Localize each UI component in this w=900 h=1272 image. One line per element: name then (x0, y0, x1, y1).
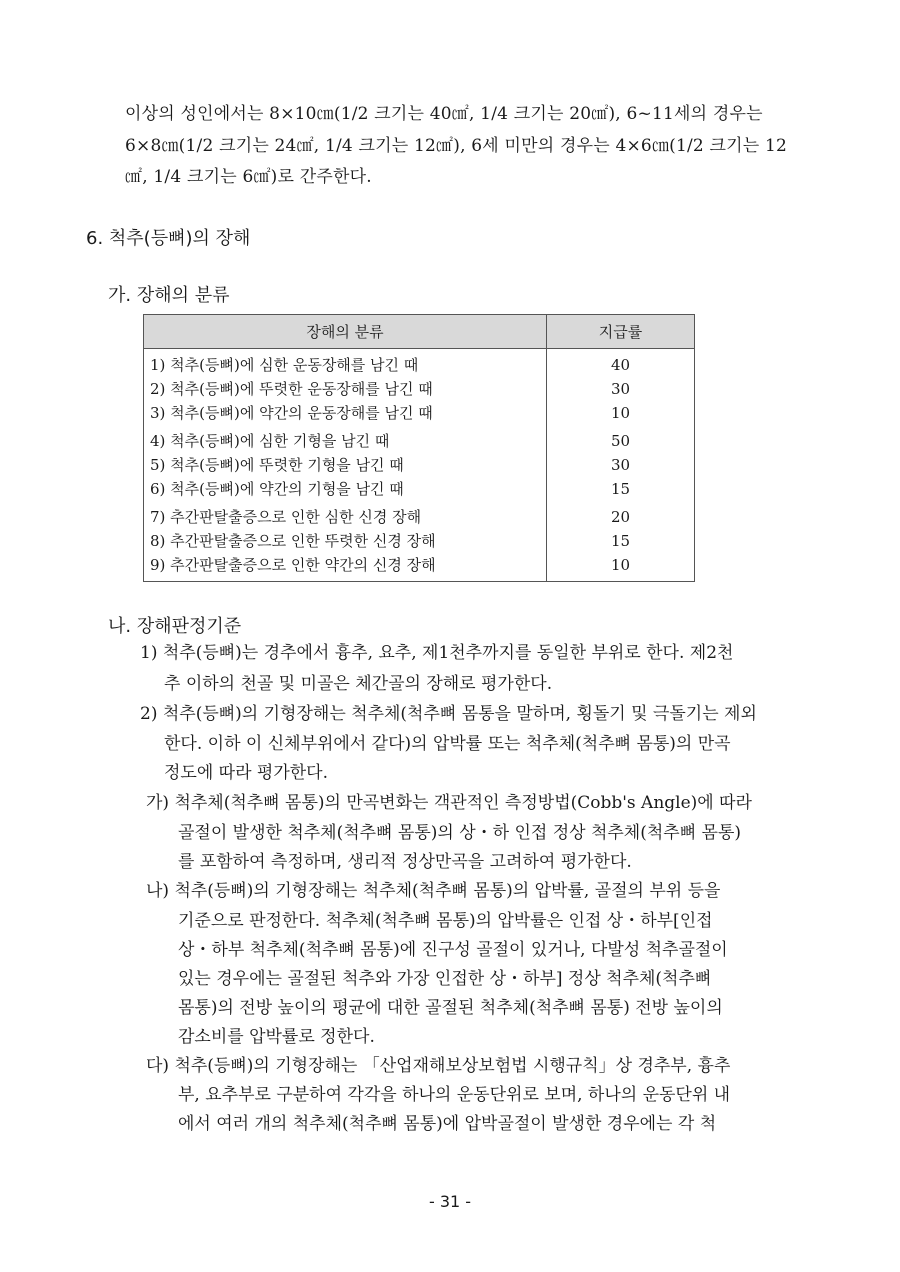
table-row-rate: 20 (610, 508, 631, 526)
table-row-name: 7) 추간판탈출증으로 인한 심한 신경 장해 (150, 508, 422, 526)
table-row-rate: 30 (610, 380, 631, 398)
criteria-line: 나) 척추(등뼈)의 기형장해는 척추체(척추뼈 몸통)의 압박률, 골절의 부위 등을 (146, 881, 721, 901)
criteria-line: 를 포함하여 측정하며, 생리적 정상만곡을 고려하여 평가한다. (178, 852, 632, 872)
table-row-name: 3) 척추(등뼈)에 약간의 운동장해를 남긴 때 (150, 404, 433, 422)
intro-line-1: 이상의 성인에서는 8×10㎝(1/2 크기는 40㎠, 1/4 크기는 20㎠), 6~11세의 경우는 (125, 104, 763, 124)
table-row-name: 8) 추간판탈출증으로 인한 뚜렷한 신경 장해 (150, 532, 436, 550)
table-group-3 (144, 501, 695, 582)
intro-line-3: ㎠, 1/4 크기는 6㎠)로 간주한다. (125, 167, 372, 187)
criteria-line: 골절이 발생한 척추체(척추뼈 몸통)의 상・하 인접 정상 척추체(척추뼈 몸통) (178, 823, 741, 843)
table-row-rate: 30 (610, 456, 631, 474)
criteria-line: 한다. 이하 이 신체부위에서 같다)의 압박률 또는 척추체(척추뼈 몸통)의 만곡 (164, 734, 731, 754)
subsection-b-title: 나. 장해판정기준 (108, 616, 242, 637)
subsection-a-title: 가. 장해의 분류 (108, 285, 230, 306)
table-row-name: 1) 척추(등뼈)에 심한 운동장해를 남긴 때 (150, 356, 419, 374)
criteria-line: 가) 척추체(척추뼈 몸통)의 만곡변화는 객관적인 측정방법(Cobb's Angle)에 따라 (146, 793, 752, 813)
table-row-rate: 50 (610, 432, 631, 450)
table-row-name: 4) 척추(등뼈)에 심한 기형을 남긴 때 (150, 432, 390, 450)
criteria-line: 1) 척추(등뼈)는 경추에서 흉추, 요추, 제1천추까지를 동일한 부위로 한다. 제2천 (140, 643, 734, 663)
table-row-rate: 15 (610, 480, 631, 498)
criteria-line: 있는 경우에는 골절된 척추와 가장 인접한 상・하부] 정상 척추체(척추뼈 (178, 969, 712, 989)
criteria-line: 부, 요추부로 구분하여 각각을 하나의 운동단위로 보며, 하나의 운동단위 내 (178, 1085, 731, 1105)
table-row-rate: 10 (610, 556, 631, 574)
criteria-line: 감소비를 압박률로 정한다. (178, 1027, 375, 1047)
disability-table (143, 314, 695, 582)
table-row-name: 6) 척추(등뼈)에 약간의 기형을 남긴 때 (150, 480, 404, 498)
criteria-line: 2) 척추(등뼈)의 기형장해는 척추체(척추뼈 몸통을 말하며, 횡돌기 및 극돌기는 제외 (140, 704, 757, 724)
table-row-name: 9) 추간판탈출증으로 인한 약간의 신경 장해 (150, 556, 436, 574)
page-number: - 31 - (428, 1192, 472, 1211)
table-row-rate: 40 (610, 356, 631, 374)
table-row-name: 5) 척추(등뼈)에 뚜렷한 기형을 남긴 때 (150, 456, 404, 474)
table-row-rate: 15 (610, 532, 631, 550)
section-title: 6. 척추(등뼈)의 장해 (86, 228, 251, 249)
criteria-line: 정도에 따라 평가한다. (164, 763, 329, 783)
table-row-name: 2) 척추(등뼈)에 뚜렷한 운동장해를 남긴 때 (150, 380, 433, 398)
criteria-line: 다) 척추(등뼈)의 기형장해는 「산업재해보상보험법 시행규칙」상 경추부, 흉추 (146, 1056, 731, 1076)
header-rate: 지급률 (547, 315, 695, 349)
intro-line-2: 6×8㎝(1/2 크기는 24㎠, 1/4 크기는 12㎠), 6세 미만의 경우는 4×6㎝(1/2 크기는 12 (125, 136, 788, 156)
table-header-row (144, 315, 695, 349)
table-row-rate: 10 (610, 404, 631, 422)
table-group-2 (144, 425, 695, 501)
table-group-1 (144, 349, 695, 426)
criteria-line: 에서 여러 개의 척추체(척추뼈 몸통)에 압박골절이 발생한 경우에는 각 척 (178, 1114, 717, 1134)
criteria-line: 상・하부 척추체(척추뼈 몸통)에 진구성 골절이 있거나, 다발성 척추골절이 (178, 940, 728, 960)
criteria-line: 기준으로 판정한다. 척추체(척추뼈 몸통)의 압박률은 인접 상・하부[인접 (178, 911, 713, 931)
header-classification: 장해의 분류 (144, 315, 547, 349)
criteria-line: 몸통)의 전방 높이의 평균에 대한 골절된 척추체(척추뼈 몸통) 전방 높이의 (178, 998, 723, 1018)
criteria-line: 추 이하의 천골 및 미골은 체간골의 장해로 평가한다. (164, 674, 553, 694)
